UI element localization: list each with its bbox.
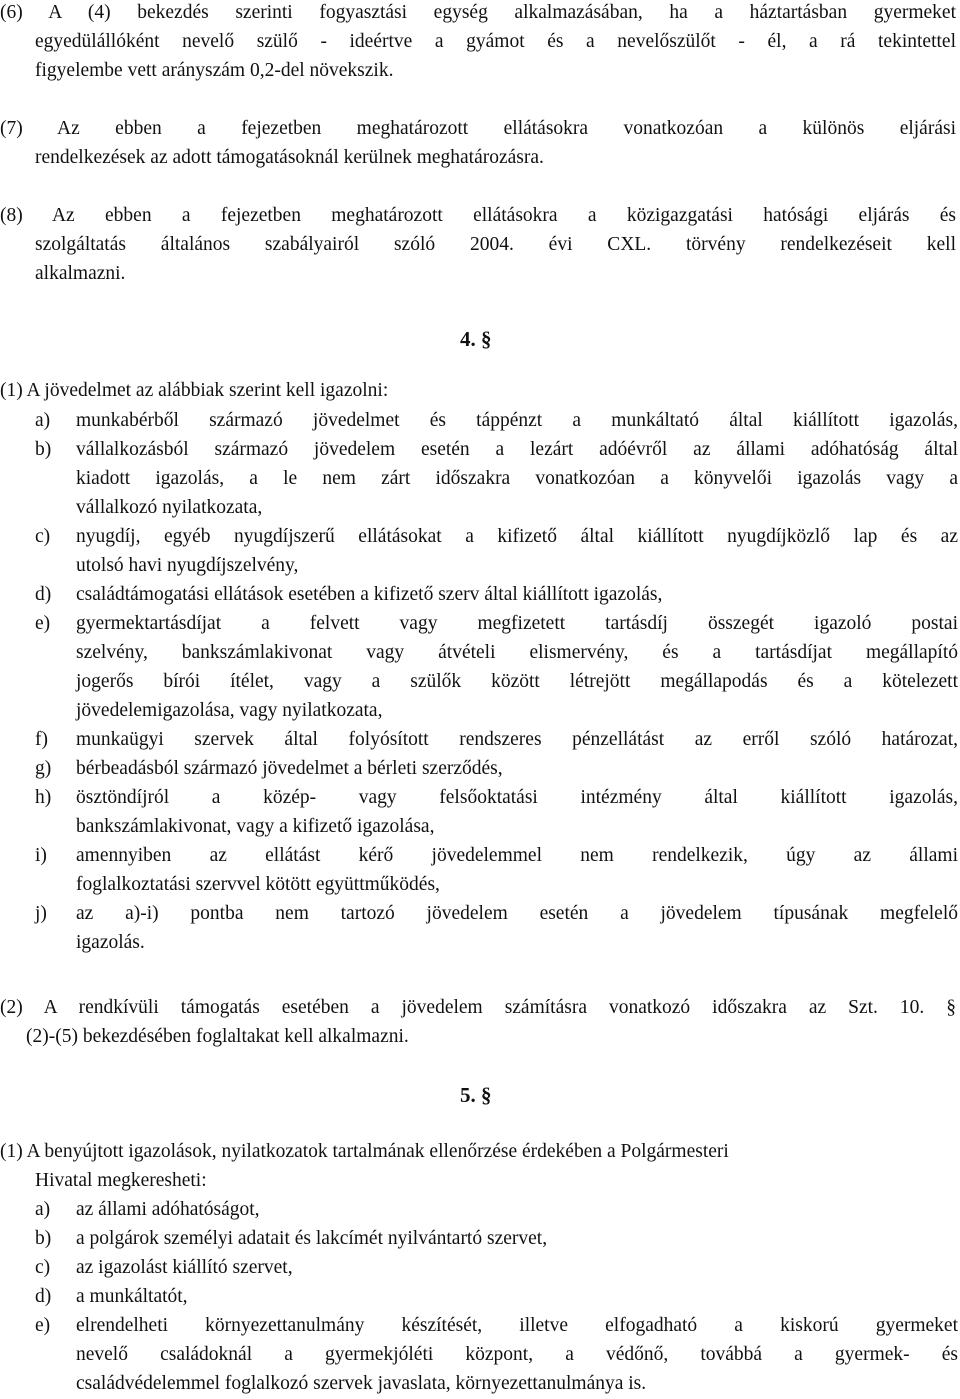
list-item-line: bérbeadásból származó jövedelmet a bérleti szerződés, [76, 758, 503, 779]
list-item-line: a polgárok személyi adatait és lakcímét nyilvántartó szervet, [76, 1228, 548, 1249]
list-item-label: f) [35, 729, 48, 750]
list-item-line: családvédelemmel foglalkozó szervek javaslata, környezettanulmánya is. [76, 1373, 647, 1394]
list-item-line: elrendelheti környezettanulmány készítését, illetve elfogadható a kiskorú gyermeket [76, 1315, 958, 1336]
s4p2-line-1: (2) A rendkívüli támogatás esetében a jövedelem számításra vonatkozó időszakra az Szt. 10. § [0, 997, 956, 1018]
list-item-line: vállalkozásból származó jövedelem esetén a lezárt adóévről az állami adóhatóság által [76, 439, 958, 460]
list-item-line: nyugdíj, egyéb nyugdíjszerű ellátásokat a kifizető által kiállított nyugdíjközlő lap és az [76, 526, 958, 547]
list-item-label: b) [35, 1228, 52, 1249]
list-item-line: családtámogatási ellátások esetében a kifizető szerv által kiállított igazolás, [76, 584, 663, 605]
list-item-line: jogerős bírói ítélet, vagy a szülők között létrejött megállapodás és a kötelezett [76, 671, 958, 692]
list-item-line: az állami adóhatóságot, [76, 1199, 260, 1220]
list-item-label: c) [35, 526, 51, 547]
list-item-label: h) [35, 787, 52, 808]
list-item-label: i) [35, 845, 47, 866]
list-item-label: e) [35, 1315, 51, 1336]
list-item-line: jövedelemigazolása, vagy nyilatkozata, [76, 700, 383, 721]
list-item-line: nevelő családoknál a gyermekjóléti központ, a védőnő, továbbá a gyermek- és [76, 1344, 958, 1365]
p8-line-1: (8) Az ebben a fejezetben meghatározott ellátásokra a közigazgatási hatósági eljárás és [0, 205, 956, 226]
p7-line-2: rendelkezések az adott támogatásoknál kerülnek meghatározásra. [35, 147, 544, 168]
list-item-label: g) [35, 758, 52, 779]
list-item-line: ösztöndíjról a közép- vagy felsőoktatási intézmény által kiállított igazolás, [76, 787, 958, 808]
section-4-heading: 4. § [460, 327, 492, 351]
list-item-line: a munkáltatót, [76, 1286, 188, 1307]
list-item-line: kiadott igazolás, a le nem zárt időszakra vonatkozóan a könyvelői igazolás vagy a [76, 468, 958, 489]
list-item-line: bankszámlakivonat, vagy a kifizető igazolása, [76, 816, 435, 837]
p6-line-2: egyedülállóként nevelő szülő - ideértve a gyámot és a nevelőszülőt - él, a rá tekintettel [35, 31, 956, 52]
s4p2-line-2: (2)-(5) bekezdésében foglaltakat kell alkalmazni. [26, 1026, 409, 1047]
list-item-line: munkaügyi szervek által folyósított rendszeres pénzellátást az erről szóló határozat, [76, 729, 958, 750]
list-item-line: az igazolást kiállító szervet, [76, 1257, 293, 1278]
section-4-intro: (1) A jövedelmet az alábbiak szerint kell igazolni: [0, 380, 389, 401]
list-item-label: a) [35, 1199, 51, 1220]
list-item-label: j) [35, 903, 47, 924]
list-item-label: d) [35, 584, 52, 605]
p8-line-3: alkalmazni. [35, 263, 126, 284]
list-item-label: b) [35, 439, 52, 460]
list-item-line: amennyiben az ellátást kérő jövedelemmel nem rendelkezik, úgy az állami [76, 845, 958, 866]
list-item-label: a) [35, 410, 51, 431]
p7-line-1: (7) Az ebben a fejezetben meghatározott ellátásokra vonatkozóan a különös eljárási [0, 118, 956, 139]
list-item-label: c) [35, 1257, 51, 1278]
s5-intro-line-2: Hivatal megkeresheti: [35, 1170, 207, 1191]
list-item-label: e) [35, 613, 51, 634]
list-item-line: munkabérből származó jövedelmet és táppénzt a munkáltató által kiállított igazolás, [76, 410, 958, 431]
p6-line-1: (6) A (4) bekezdés szerinti fogyasztási egység alkalmazásában, ha a háztartásban gyermeket [0, 2, 956, 23]
list-item-line: utolsó havi nyugdíjszelvény, [76, 555, 299, 576]
list-item-line: gyermektartásdíjat a felvett vagy megfizetett tartásdíj összegét igazoló postai [76, 613, 958, 634]
list-item-label: d) [35, 1286, 52, 1307]
list-item-line: foglalkoztatási szervvel kötött együttműködés, [76, 874, 440, 895]
section-5-heading: 5. § [460, 1083, 492, 1107]
list-item-line: az a)-i) pontba nem tartozó jövedelem esetén a jövedelem típusának megfelelő [76, 903, 958, 924]
list-item-line: vállalkozó nyilatkozata, [76, 497, 263, 518]
p8-line-2: szolgáltatás általános szabályairól szóló 2004. évi CXL. törvény rendelkezéseit kell [35, 234, 956, 255]
p6-line-3: figyelembe vett arányszám 0,2-del növekszik. [35, 60, 394, 81]
s5-intro-line-1: (1) A benyújtott igazolások, nyilatkozatok tartalmának ellenőrzése érdekében a Polgármesteri [0, 1141, 729, 1162]
list-item-line: igazolás. [76, 932, 145, 953]
list-item-line: szelvény, bankszámlakivonat vagy átvételi elismervény, és a tartásdíjat megállapító [76, 642, 958, 663]
